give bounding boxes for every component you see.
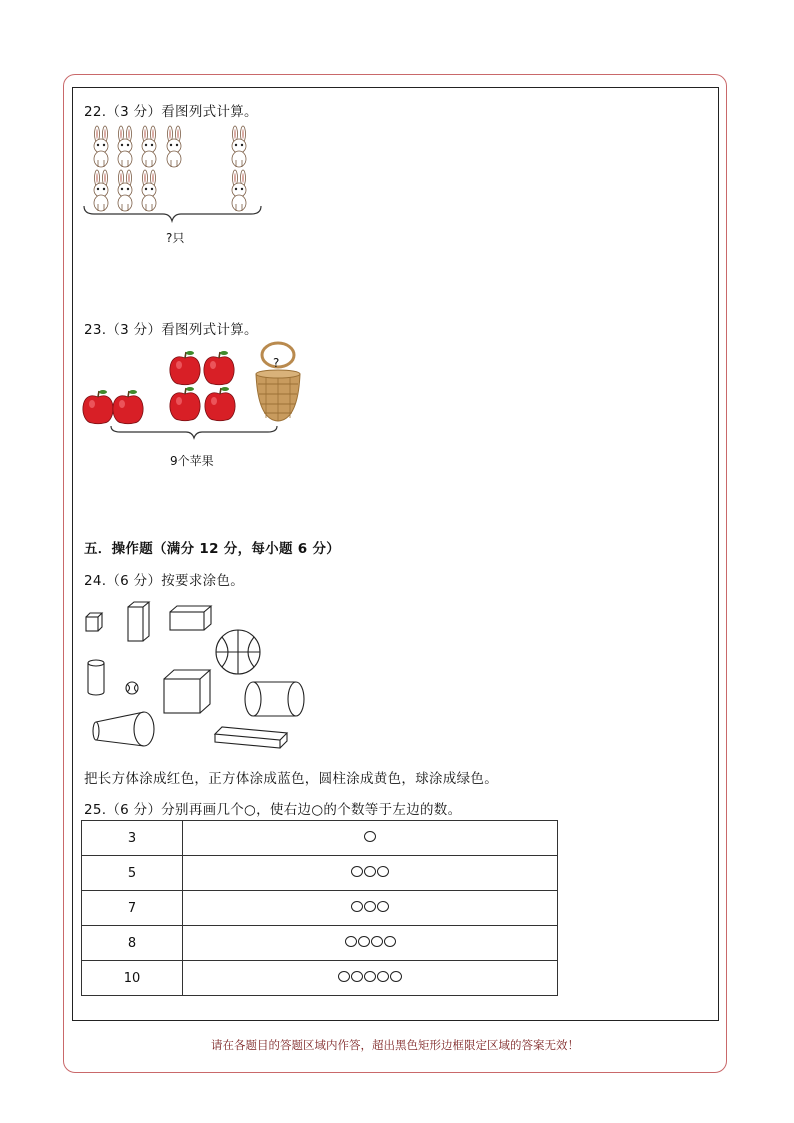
- circle-icon: [351, 901, 363, 912]
- basket-question-mark: ?: [273, 356, 280, 370]
- q25-title: 25.（6 分）分别再画几个○，使右边○的个数等于左边的数。: [84, 802, 462, 818]
- circle-icon: [345, 936, 357, 947]
- circle-icon: [377, 866, 389, 877]
- tall-cuboid-shape: [128, 602, 149, 641]
- footer-notice: 请在各题目的答题区域内作答，超出黑色矩形边框限定区域的答案无效！: [211, 1038, 579, 1052]
- row-circles-cell[interactable]: [183, 891, 558, 926]
- table-row: [82, 926, 558, 961]
- row-number-cell: 8: [82, 926, 183, 961]
- circle-icon: [338, 971, 350, 982]
- q23-title: 23.（3 分）看图列式计算。: [84, 322, 258, 338]
- small-cube-shape: [86, 613, 102, 631]
- circle-icon: [364, 971, 376, 982]
- basketball-shape: [216, 630, 260, 674]
- cube-shape: [164, 670, 210, 713]
- q25-answer-table: [81, 820, 558, 996]
- small-cylinder-shape: [88, 660, 104, 695]
- row-circles-cell[interactable]: [183, 856, 558, 891]
- q24-instruction: 把长方体涂成红色，正方体涂成蓝色，圆柱涂成黄色，球涂成绿色。: [84, 771, 498, 787]
- circle-icon: [377, 971, 389, 982]
- circle-icon: [390, 971, 402, 982]
- horizontal-cylinder-shape: [245, 682, 304, 716]
- row-circles-cell[interactable]: [183, 961, 558, 996]
- circle-icon: [364, 901, 376, 912]
- q23-total-label: 9个苹果: [170, 454, 214, 468]
- circle-icon: [384, 936, 396, 947]
- row-number-cell: 5: [82, 856, 183, 891]
- q22-title: 22.（3 分）看图列式计算。: [84, 104, 258, 120]
- q22-total-label: ?只: [166, 231, 185, 245]
- flat-cuboid-shape: [170, 606, 211, 630]
- row-number-cell: 7: [82, 891, 183, 926]
- row-circles-cell[interactable]: [183, 821, 558, 856]
- circle-icon: [364, 831, 376, 842]
- q24-title: 24.（6 分）按要求涂色。: [84, 573, 245, 589]
- table-row: [82, 821, 558, 856]
- section5-title: 五．操作题（满分 12 分，每小题 6 分）: [84, 541, 341, 557]
- circle-icon: [351, 971, 363, 982]
- row-number-cell: 10: [82, 961, 183, 996]
- circle-icon: [351, 866, 363, 877]
- circle-icon: [377, 901, 389, 912]
- circle-icon: [364, 866, 376, 877]
- long-cuboid-shape: [215, 727, 287, 748]
- circle-icon: [371, 936, 383, 947]
- small-ball-shape: [126, 682, 138, 694]
- tapered-cylinder-shape: [93, 712, 154, 746]
- table-row: [82, 961, 558, 996]
- row-circles-cell[interactable]: [183, 926, 558, 961]
- row-number-cell: 3: [82, 821, 183, 856]
- table-row: [82, 891, 558, 926]
- circle-icon: [358, 936, 370, 947]
- table-row: [82, 856, 558, 891]
